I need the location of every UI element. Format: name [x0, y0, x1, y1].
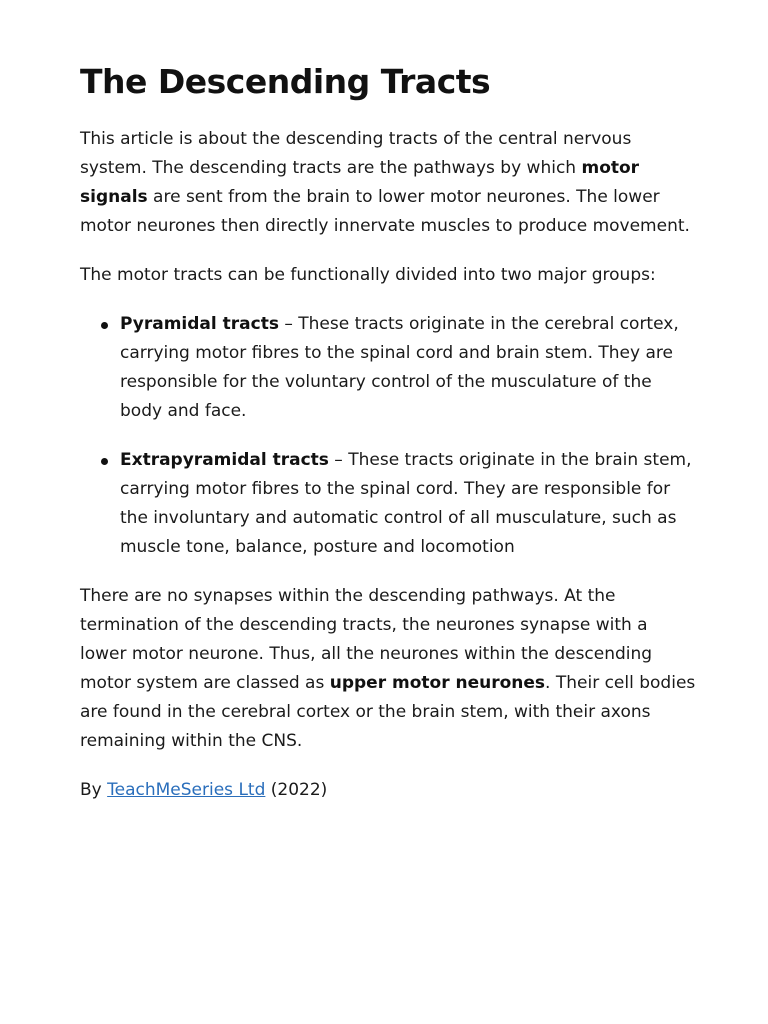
synapse-text-before: There are no synapses within the descending pathways. At the termination of the descending tracts, the neurones synapse with a lower motor neurone. Thus, all the neurones within the descending motor system are classed as — [80, 586, 653, 693]
bullet-icon — [101, 322, 108, 329]
byline-prefix: By — [80, 780, 108, 800]
teachmeseries-link[interactable]: TeachMeSeries Ltd — [107, 780, 266, 800]
tract-list — [80, 310, 698, 562]
intro-paragraph — [80, 125, 698, 241]
intro-text-after: are sent from the brain to lower motor neurones. The lower motor neurones then directly innervate muscles to produce movement. — [80, 187, 690, 236]
intro-text-before: This article is about the descending tracts of the central nervous system. The descending tracts are the pathways by which — [80, 129, 632, 178]
list-item-pyramidal — [80, 310, 698, 426]
intro-bold-motor-signals: motor signals — [80, 158, 640, 207]
page-title: The Descending Tracts — [80, 62, 491, 101]
byline — [80, 776, 698, 805]
synapse-bold-upper-motor-neurones: upper motor neurones — [329, 673, 546, 693]
byline-suffix: (2022) — [265, 780, 328, 800]
groups-paragraph: The motor tracts can be functionally divided into two major groups: — [80, 265, 656, 285]
synapse-text-after: . Their cell bodies are found in the cerebral cortex or the brain stem, with their axons remaining within the CNS. — [80, 673, 696, 751]
tract-description: – These tracts originate in the cerebral cortex, carrying motor fibres to the spinal cord and brain stem. They are responsible for the voluntary control of the musculature of the body and face. — [120, 314, 679, 421]
tract-name: Pyramidal tracts — [120, 314, 279, 334]
list-item-extrapyramidal — [80, 446, 698, 562]
tract-description: – These tracts originate in the brain stem, carrying motor fibres to the spinal cord. They are responsible for the involuntary and automatic control of all musculature, such as muscle tone, balance, posture and locomotion — [120, 450, 692, 557]
tract-name: Extrapyramidal tracts — [120, 450, 329, 470]
bullet-icon — [101, 458, 108, 465]
synapse-paragraph — [80, 582, 698, 756]
